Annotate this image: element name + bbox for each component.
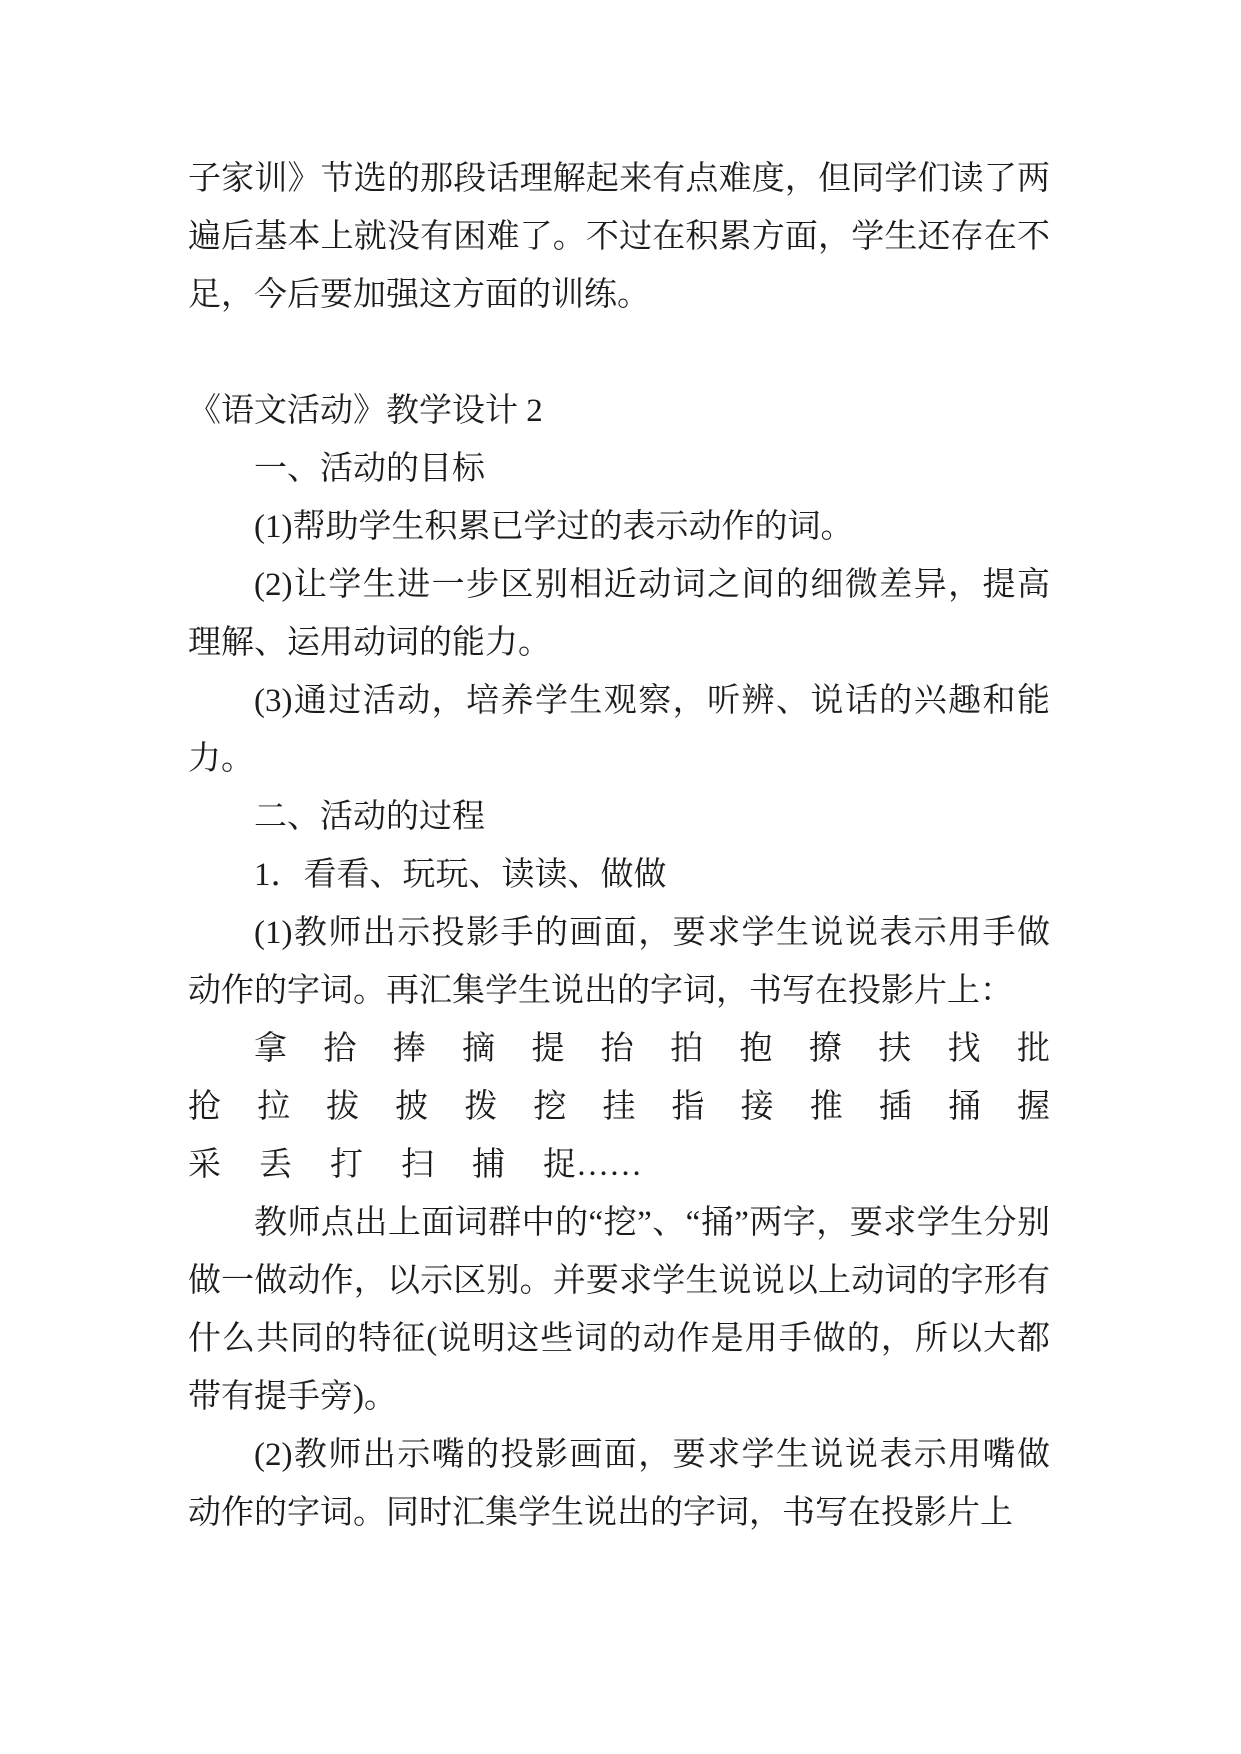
verb-char: 握 [1016, 1089, 1050, 1125]
verb-char: 捧 [392, 1031, 426, 1067]
verb-char: 捕 [472, 1147, 505, 1183]
verb-char: 拔 [326, 1089, 360, 1125]
verb-char: 拾 [323, 1031, 357, 1067]
process-step-1: 1．看看、玩玩、读读、做做 [254, 857, 667, 893]
heading-goals: 一、活动的目标 [254, 451, 485, 487]
verb-char: 找 [947, 1031, 981, 1067]
goal-item-1: (1)帮助学生积累已学过的表示动作的词。 [254, 509, 854, 545]
verb-char: 丢 [259, 1147, 292, 1183]
process-step-1-item-1: (1)教师出示投影手的画面，要求学生说说表示用手做动作的字词。再汇集学生说出的字词，书写在投影片上： [188, 915, 1050, 1009]
verb-char: 挖 [533, 1089, 567, 1125]
verb-char: 披 [395, 1089, 429, 1125]
verb-char: 拍 [670, 1031, 704, 1067]
verb-char: 推 [809, 1089, 843, 1125]
verb-char: 挂 [602, 1089, 636, 1125]
verb-char: 扫 [401, 1147, 434, 1183]
heading-process: 二、活动的过程 [254, 799, 485, 835]
verb-char: 采 [188, 1147, 221, 1183]
paragraph-continuation: 子家训》节选的那段话理解起来有点难度，但同学们读了两遍后基本上就没有困难了。不过在积累方面，学生还存在不足，今后要加强这方面的训练。 [188, 161, 1050, 313]
verb-char: 指 [671, 1089, 705, 1125]
verb-row-1 [254, 1020, 1050, 1078]
verb-char: 撩 [808, 1031, 842, 1067]
verb-char: 捅 [947, 1089, 981, 1125]
verb-row-3 [188, 1136, 1050, 1194]
process-step-1-item-2: (2)教师出示嘴的投影画面，要求学生说说表示用嘴做动作的字词。同时汇集学生说出的字词，书写在投影片上 [188, 1437, 1050, 1531]
section-title: 《语文活动》教学设计 2 [188, 393, 543, 429]
verb-char: 提 [531, 1031, 565, 1067]
verb-char: 拿 [254, 1031, 287, 1067]
verb-char: 抱 [739, 1031, 773, 1067]
verb-char: 抢 [188, 1089, 221, 1125]
teacher-note-paragraph: 教师点出上面词群中的“挖”、“捅”两字，要求学生分别做一做动作，以示区别。并要求学生说说以上动词的字形有什么共同的特征(说明这些词的动作是用手做的，所以大都带有提手旁)。 [188, 1205, 1050, 1415]
verb-char: 打 [330, 1147, 363, 1183]
document-content [188, 150, 1050, 1542]
goal-item-2: (2)让学生进一步区别相近动词之间的细微差异，提高理解、运用动词的能力。 [188, 567, 1050, 661]
verb-char: 摘 [462, 1031, 496, 1067]
verb-char: 抬 [600, 1031, 634, 1067]
goal-item-3: (3)通过活动，培养学生观察，听辨、说话的兴趣和能力。 [188, 683, 1050, 777]
verb-char: 插 [878, 1089, 912, 1125]
verb-char: 批 [1016, 1031, 1050, 1067]
verb-char: 接 [740, 1089, 774, 1125]
verb-char: 扶 [878, 1031, 912, 1067]
verb-row-2 [188, 1078, 1050, 1136]
blank-line [188, 324, 1050, 382]
verb-char: 捉…… [543, 1147, 642, 1183]
verb-char: 拉 [257, 1089, 291, 1125]
verb-char: 拨 [464, 1089, 498, 1125]
